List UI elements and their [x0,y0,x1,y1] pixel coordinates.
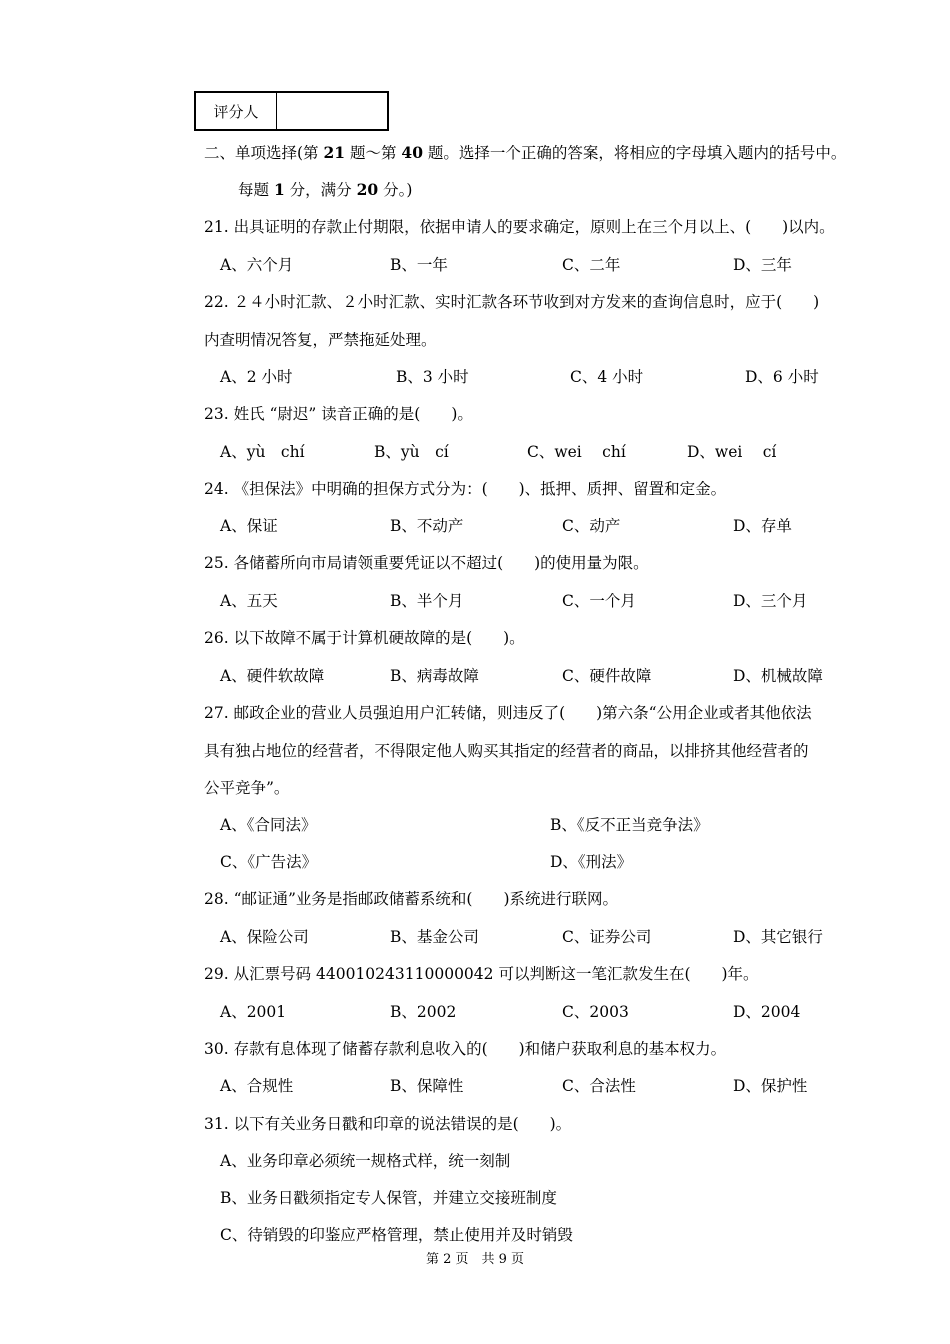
question-stem: 28. “邮证通”业务是指邮政储蓄系统和( )系统进行联网。 [204,890,619,908]
option-d: D、wei cí [687,443,777,461]
option-b: B、保障性 [390,1077,464,1095]
grader-value-cell[interactable] [277,93,387,129]
option-b: B、半个月 [390,592,464,610]
section-subtitle: 每题 1 分，满分 20 分。) [238,180,413,199]
question-stem-cont: 公平竞争”。 [204,779,290,797]
option-a: A、五天 [220,592,278,610]
option-c: C、二年 [562,256,621,274]
option-b: B、基金公司 [390,928,479,946]
question-stem-cont: 内查明情况答复，严禁拖延处理。 [204,331,437,349]
option-c: C、wei chí [527,443,626,461]
question-stem: 27. 邮政企业的营业人员强迫用户汇转储，则违反了( )第六条“公用企业或者其他依法 [204,704,812,722]
option-a: A、2 小时 [220,368,293,386]
option-b: B、《反不正当竞争法》 [550,816,709,834]
question-stem: 23. 姓氏 “尉迟” 读音正确的是( )。 [204,405,473,423]
question-stem: 22. ２４小时汇款、２小时汇款、实时汇款各环节收到对方发来的查询信息时，应于( ) [204,293,820,311]
option-d: D、2004 [733,1003,801,1021]
option-c: C、2003 [562,1003,629,1021]
question-stem-cont: 具有独占地位的经营者，不得限定他人购买其指定的经营者的商品，以排挤其他经营者的 [204,742,809,760]
option-a: A、2001 [220,1003,287,1021]
option-d: D、三年 [733,256,792,274]
option-c: C、待销毁的印鉴应严格管理，禁止使用并及时销毁 [220,1226,573,1244]
option-d: D、机械故障 [733,667,823,685]
option-a: A、六个月 [220,256,294,274]
option-d: D、其它银行 [733,928,823,946]
option-b: B、3 小时 [396,368,469,386]
page-footer: 第 2 页 共 9 页 [425,1252,525,1267]
grader-label: 评分人 [196,93,277,129]
option-a: A、硬件软故障 [220,667,325,685]
option-b: B、不动产 [390,517,464,535]
option-c: C、《广告法》 [220,853,318,871]
option-b: B、2002 [390,1003,457,1021]
question-stem: 30. 存款有息体现了储蓄存款利息收入的( )和储户获取利息的基本权力。 [204,1040,727,1058]
option-a: A、保险公司 [220,928,309,946]
option-a: A、业务印章必须统一规格式样，统一刻制 [220,1152,511,1170]
option-d: D、存单 [733,517,792,535]
option-d: D、保护性 [733,1077,808,1095]
option-b: B、业务日戳须指定专人保管，并建立交接班制度 [220,1189,557,1207]
question-stem: 24. 《担保法》中明确的担保方式分为：( )、抵押、质押、留置和定金。 [204,480,727,498]
option-a: A、yù chí [220,443,305,461]
option-c: C、动产 [562,517,621,535]
question-stem: 21. 出具证明的存款止付期限，依据申请人的要求确定，原则上在三个月以上、( )以内。 [204,218,835,236]
section-title: 二、单项选择(第 21 题～第 40 题。选择一个正确的答案，将相应的字母填入题内的括号中。 [204,143,847,162]
option-b: B、yù cí [374,443,449,461]
option-c: C、证券公司 [562,928,652,946]
option-b: B、病毒故障 [390,667,479,685]
option-d: D、《刑法》 [550,853,633,871]
option-c: C、4 小时 [570,368,644,386]
question-stem: 26. 以下故障不属于计算机硬故障的是( )。 [204,629,525,647]
option-d: D、6 小时 [745,368,819,386]
option-b: B、一年 [390,256,448,274]
option-c: C、合法性 [562,1077,636,1095]
question-stem: 29. 从汇票号码 440010243110000042 可以判断这一笔汇款发生在( )年。 [204,965,759,983]
option-a: A、《合同法》 [220,816,317,834]
option-c: C、一个月 [562,592,636,610]
option-a: A、保证 [220,517,278,535]
question-stem: 25. 各储蓄所向市局请领重要凭证以不超过( )的使用量为限。 [204,554,649,572]
option-a: A、合规性 [220,1077,294,1095]
grader-box [194,91,389,131]
option-d: D、三个月 [733,592,808,610]
question-stem: 31. 以下有关业务日戳和印章的说法错误的是( )。 [204,1115,572,1133]
option-c: C、硬件故障 [562,667,652,685]
